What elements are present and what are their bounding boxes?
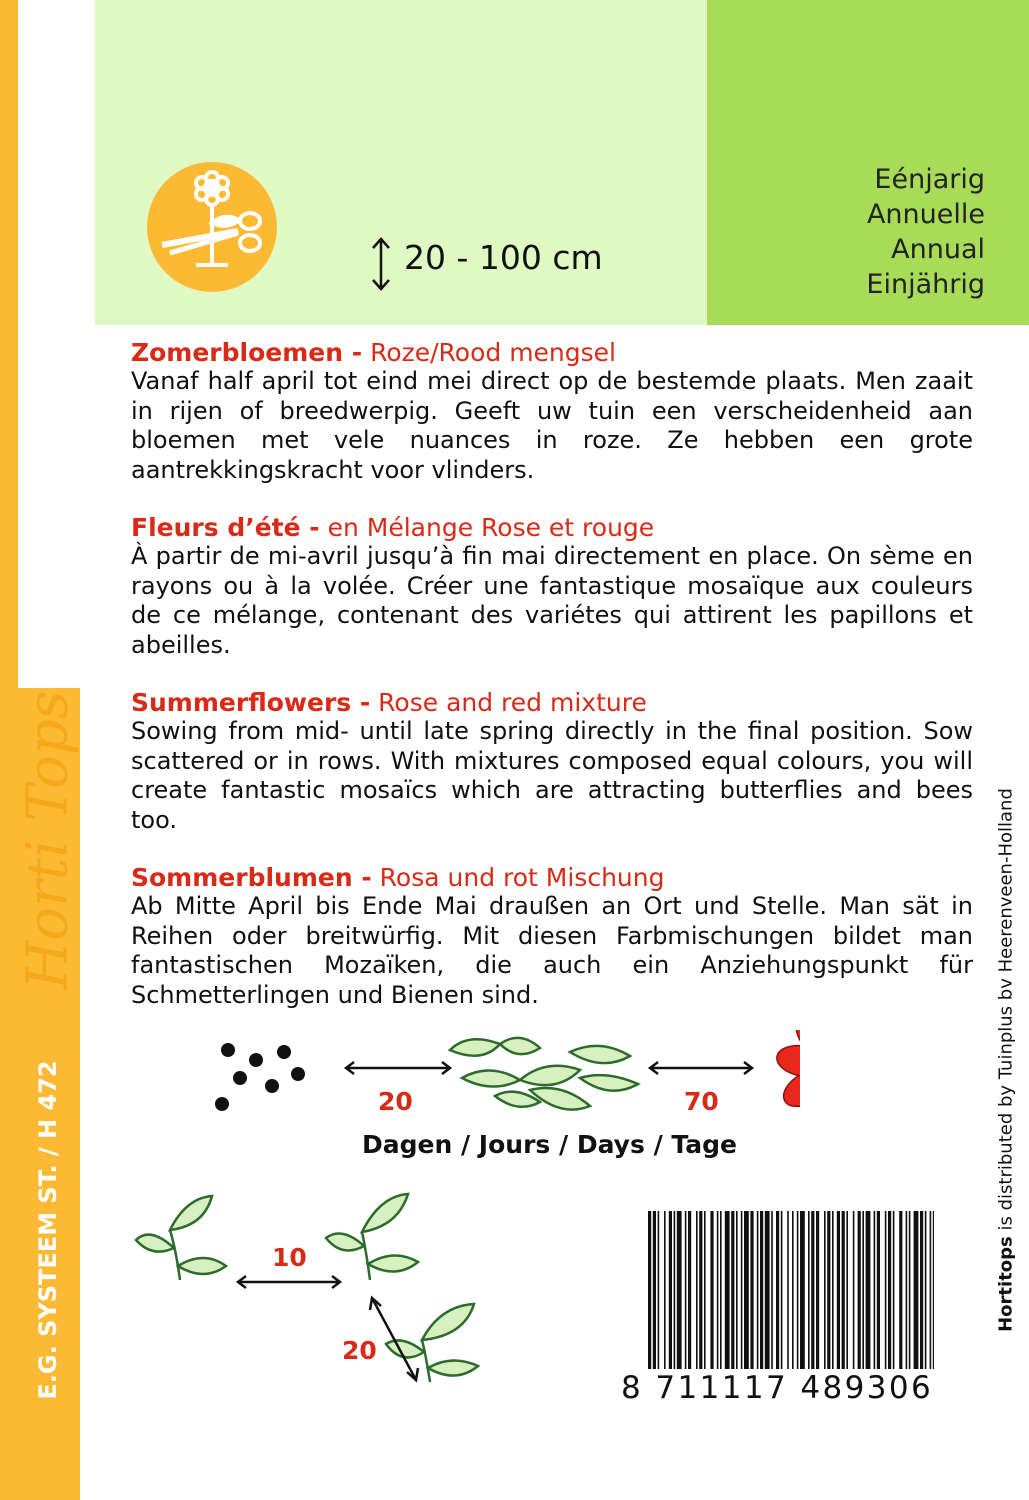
barcode-bar (853, 1211, 855, 1369)
barcode-bar (824, 1211, 826, 1369)
lifecycle-labels (866, 162, 985, 302)
plant-right-icon (386, 1304, 478, 1382)
barcode-bar (899, 1211, 902, 1369)
barcode-bar (906, 1211, 908, 1369)
barcode-bar (885, 1211, 887, 1369)
lifecycle-fr: Annuelle (866, 199, 985, 230)
barcode-bar (704, 1211, 706, 1369)
distributor-vertical: Hortitops is distributed by Tuinplus bv Heerenveen-Holland (995, 788, 1017, 1332)
section-body: Ab Mitte April bis Ende Mai draußen an Ort und Stelle. Man sät in Reihen oder breitwürfig. Mit diesen Farbmischungen bildet man fantastischen Mozaïken, die auch ein Anziehungspunkt für Schmetterlingen und Bienen sind. (131, 892, 973, 1009)
barcode-bar (648, 1211, 651, 1369)
barcode-bar (893, 1211, 895, 1369)
days-label: Dagen / Jours / Days / Tage (362, 1130, 737, 1159)
section-french (131, 513, 973, 660)
barcode-bar (741, 1211, 743, 1369)
barcode-bar (669, 1211, 672, 1369)
sidebar-orange-strip (0, 0, 18, 688)
section-body: Vanaf half april tot eind mei direct op de bestemde plaats. Men zaait in rijen of breedwerpig. Geeft uw tuin een verscheidenheid aan bloemen met vele nuances in roze. Ze hebben een grote aantrekkingskracht voor vlinders. (131, 367, 973, 484)
barcode-bar (792, 1211, 794, 1369)
barcode-bar (846, 1211, 848, 1369)
section-dutch (131, 338, 973, 485)
section-body: Sowing from mid- until late spring directly in the final position. Sow scattered or in rows. With mixtures composed equal colours, you will create fantastic mosaïcs which are attracting butterflies and bees too. (131, 717, 973, 834)
row-distance: 10 (272, 1243, 307, 1272)
arrow-plant-icon (370, 1298, 418, 1380)
barcode-bar (925, 1211, 927, 1369)
arrow-row-icon (238, 1276, 340, 1288)
barcode-bar (674, 1211, 676, 1369)
barcode-bar (744, 1211, 749, 1369)
barcode-bar (717, 1211, 719, 1369)
product-code-vertical: E.G. SYSTEEM ST. / H 472 (34, 1060, 62, 1400)
barcode-bar (653, 1211, 656, 1369)
seeds-icon (215, 1043, 305, 1111)
red-flower-icon (774, 1030, 800, 1135)
barcode-bar (699, 1211, 702, 1369)
plant-left-icon (136, 1196, 226, 1280)
barcode-bar (811, 1211, 814, 1369)
cut-flower-scissors-icon (146, 161, 278, 293)
germination-days: 20 (378, 1087, 413, 1116)
seedlings-icon (450, 1038, 638, 1110)
arrow-germination-icon (346, 1062, 450, 1074)
barcode-bar (725, 1211, 730, 1369)
barcode-bar (888, 1211, 891, 1369)
barcode-bar (677, 1211, 682, 1369)
section-german (131, 863, 973, 1010)
barcode-bar (781, 1211, 783, 1369)
barcode-bar (710, 1211, 713, 1369)
barcode-bar (837, 1211, 840, 1369)
barcode-bar (862, 1211, 864, 1369)
brand-vertical-logo: Horti Tops (15, 690, 81, 990)
barcode-bar (757, 1211, 759, 1369)
barcode-bar (800, 1211, 805, 1369)
section-body: À partir de mi-avril jusqu’à fin mai directement en place. On sème en rayons ou à la volée. Créer une fantastique mosaïque aux couleurs de ce mélange, contenant des variétes qui attirent les papillons et abeilles. (131, 542, 973, 659)
lifecycle-de: Einjährig (866, 269, 985, 300)
barcode-bar (750, 1211, 753, 1369)
barcode-bar (776, 1211, 779, 1369)
barcode-digits: 8 711117 489306 (621, 1370, 934, 1406)
flowering-days: 70 (684, 1087, 719, 1116)
section-title: Summerflowers - Rose and red mixture (131, 688, 647, 717)
barcode-bar (920, 1211, 923, 1369)
height-arrow-icon (370, 236, 392, 292)
barcode-bar (858, 1211, 861, 1369)
barcode-bar (816, 1211, 819, 1369)
section-title: Zomerbloemen - Roze/Rood mengsel (131, 338, 616, 367)
barcode-bar (930, 1211, 932, 1369)
barcode-bar (688, 1211, 691, 1369)
section-english (131, 688, 973, 835)
barcode-bar (797, 1211, 799, 1369)
barcode-bar (808, 1211, 810, 1369)
barcode-bar (771, 1211, 773, 1369)
section-title: Sommerblumen - Rosa und rot Mischung (131, 863, 665, 892)
barcode-bar (909, 1211, 911, 1369)
section-title: Fleurs d’été - en Mélange Rose et rouge (131, 513, 655, 542)
lifecycle-en: Annual (891, 234, 985, 265)
lifecycle-nl: Eénjarig (874, 164, 985, 195)
barcode-bar (866, 1211, 871, 1369)
barcode-bar (760, 1211, 763, 1369)
barcode-bar (696, 1211, 698, 1369)
barcode-bar (664, 1211, 666, 1369)
barcode-bar (731, 1211, 734, 1369)
barcode-bar (832, 1211, 834, 1369)
barcode-bar (787, 1211, 789, 1369)
barcode-bar (933, 1211, 934, 1369)
barcode (648, 1211, 934, 1369)
barcode-bar (914, 1211, 919, 1369)
barcode-bar (685, 1211, 687, 1369)
plant-height: 20 - 100 cm (404, 238, 603, 277)
barcode-bar (827, 1211, 830, 1369)
barcode-bar (720, 1211, 722, 1369)
barcode-bar (765, 1211, 770, 1369)
arrow-flowering-icon (650, 1062, 752, 1074)
plant-middle-icon (326, 1194, 418, 1280)
plant-spacing-diagram (130, 1190, 480, 1390)
barcode-bar (736, 1211, 738, 1369)
plant-distance: 20 (342, 1336, 377, 1365)
barcode-bar (874, 1211, 876, 1369)
barcode-bar (842, 1211, 845, 1369)
barcode-bar (658, 1211, 660, 1369)
barcode-bar (877, 1211, 880, 1369)
